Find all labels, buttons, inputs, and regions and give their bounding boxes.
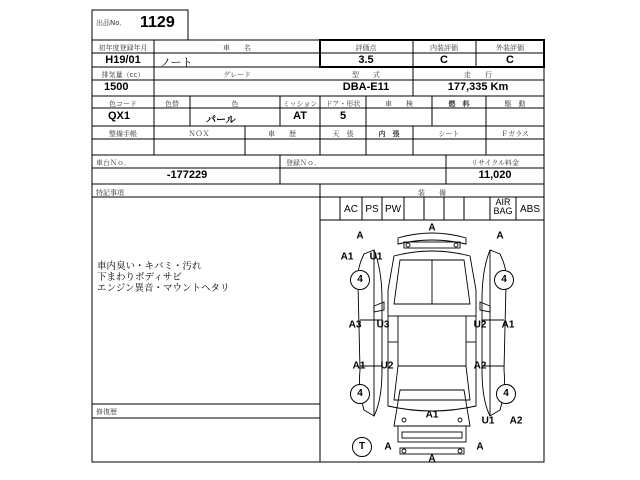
chassis-label: 車台Ｎｏ． <box>96 159 131 167</box>
note-line: エンジン異音・マウントヘタリ <box>97 283 230 294</box>
damage-front-left: A <box>356 230 364 242</box>
color-type-label: 色替 <box>165 100 179 108</box>
damage-a2-right: A2 <box>473 360 487 372</box>
interior-trim-label: 内 張 <box>378 130 400 138</box>
color-code-value: QX1 <box>108 110 131 122</box>
equipment-abs: ABS <box>519 204 541 215</box>
damage-front-top: A <box>428 222 436 234</box>
damage-bottom-left: A <box>384 441 392 453</box>
damage-u2-right: U2 <box>473 319 487 331</box>
interior-score-value: C <box>440 54 448 66</box>
recycle-fee-value: 11,020 <box>478 169 512 181</box>
displacement-label: 排気量（cc） <box>101 71 145 79</box>
damage-front-right: A <box>496 230 504 242</box>
special-notes-label: 特記事項 <box>96 189 124 197</box>
repair-history-label: 修復歴 <box>96 408 117 416</box>
doors-label: ドア・形状 <box>325 100 361 108</box>
damage-a1-rear: A1 <box>425 409 439 421</box>
model-value: DBA-E11 <box>342 81 390 93</box>
mileage-label: 走 行 <box>464 71 492 79</box>
drive-label: 駆 動 <box>504 100 526 108</box>
damage-a1-left: A1 <box>340 251 354 263</box>
color-code-label: 色コード <box>109 100 137 108</box>
equipment-airbag: AIR BAG <box>493 197 513 216</box>
registration-label: 登録Ｎｏ． <box>286 159 321 167</box>
equipment-ps: PS <box>365 204 379 215</box>
spare-tire: T <box>352 437 372 457</box>
transmission-label: ミッション <box>282 100 318 108</box>
grade-label: グレード <box>223 71 251 79</box>
maintenance-book-label: 整備手帳 <box>109 130 137 138</box>
damage-bottom-right: A <box>476 441 484 453</box>
name-label: 車 名 <box>223 44 251 52</box>
model-label: 型 式 <box>352 71 380 79</box>
score-value: 3.5 <box>358 54 374 66</box>
lot-number: 1129 <box>140 14 175 31</box>
front-glass-label: Ｆガラス <box>501 130 529 138</box>
damage-a2-rear: A2 <box>509 415 523 427</box>
lot-label: 出品No． <box>96 19 127 27</box>
fuel-label: 燃 料 <box>448 100 470 108</box>
chassis-value: -177229 <box>166 169 208 181</box>
color-label: 色 <box>231 100 239 108</box>
damage-bottom: A <box>428 453 436 465</box>
equipment-label: 装 備 <box>418 189 446 197</box>
mileage-value: 177,335 Km <box>447 81 509 93</box>
tire-rear-right: 4 <box>496 384 516 404</box>
note-line: 下まわりボディサビ <box>97 272 182 283</box>
history-label: 車 歴 <box>268 130 296 138</box>
equipment-pw: PW <box>384 204 402 215</box>
tire-rear-left: 4 <box>350 384 370 404</box>
damage-a3-left: A3 <box>348 319 362 331</box>
score-label: 評価点 <box>355 44 377 52</box>
damage-a1-lower-left: A1 <box>352 360 366 372</box>
tire-front-right: 4 <box>494 270 514 290</box>
doors-value: 5 <box>339 110 347 122</box>
damage-u1-rear: U1 <box>481 415 495 427</box>
damage-u3-left: U3 <box>376 319 390 331</box>
note-line: 車内臭い・キバミ・汚れ <box>97 261 202 272</box>
equipment-ac: AC <box>344 204 358 215</box>
transmission-value: AT <box>293 110 307 122</box>
recycle-fee-label: リサイクル料金 <box>470 159 520 167</box>
year-value: H19/01 <box>105 54 141 66</box>
year-label: 初年度登録年月 <box>98 44 148 52</box>
nox-label: ＮＯＸ <box>188 130 210 138</box>
exterior-score-value: C <box>506 54 514 66</box>
color-value: パール <box>206 115 236 126</box>
tire-front-left: 4 <box>350 270 370 290</box>
interior-score-label: 内装評価 <box>430 44 458 52</box>
damage-u1-left: U1 <box>369 251 383 263</box>
roof-label: 天 張 <box>332 130 354 138</box>
damage-u2-lower-left: U2 <box>380 360 394 372</box>
displacement-value: 1500 <box>104 81 129 93</box>
car-name-value: ノート <box>160 56 193 69</box>
exterior-score-label: 外装評価 <box>496 44 524 52</box>
damage-a1-right: A1 <box>501 319 515 331</box>
inspection-label: 車 検 <box>385 100 413 108</box>
seat-label: シート <box>438 130 460 138</box>
